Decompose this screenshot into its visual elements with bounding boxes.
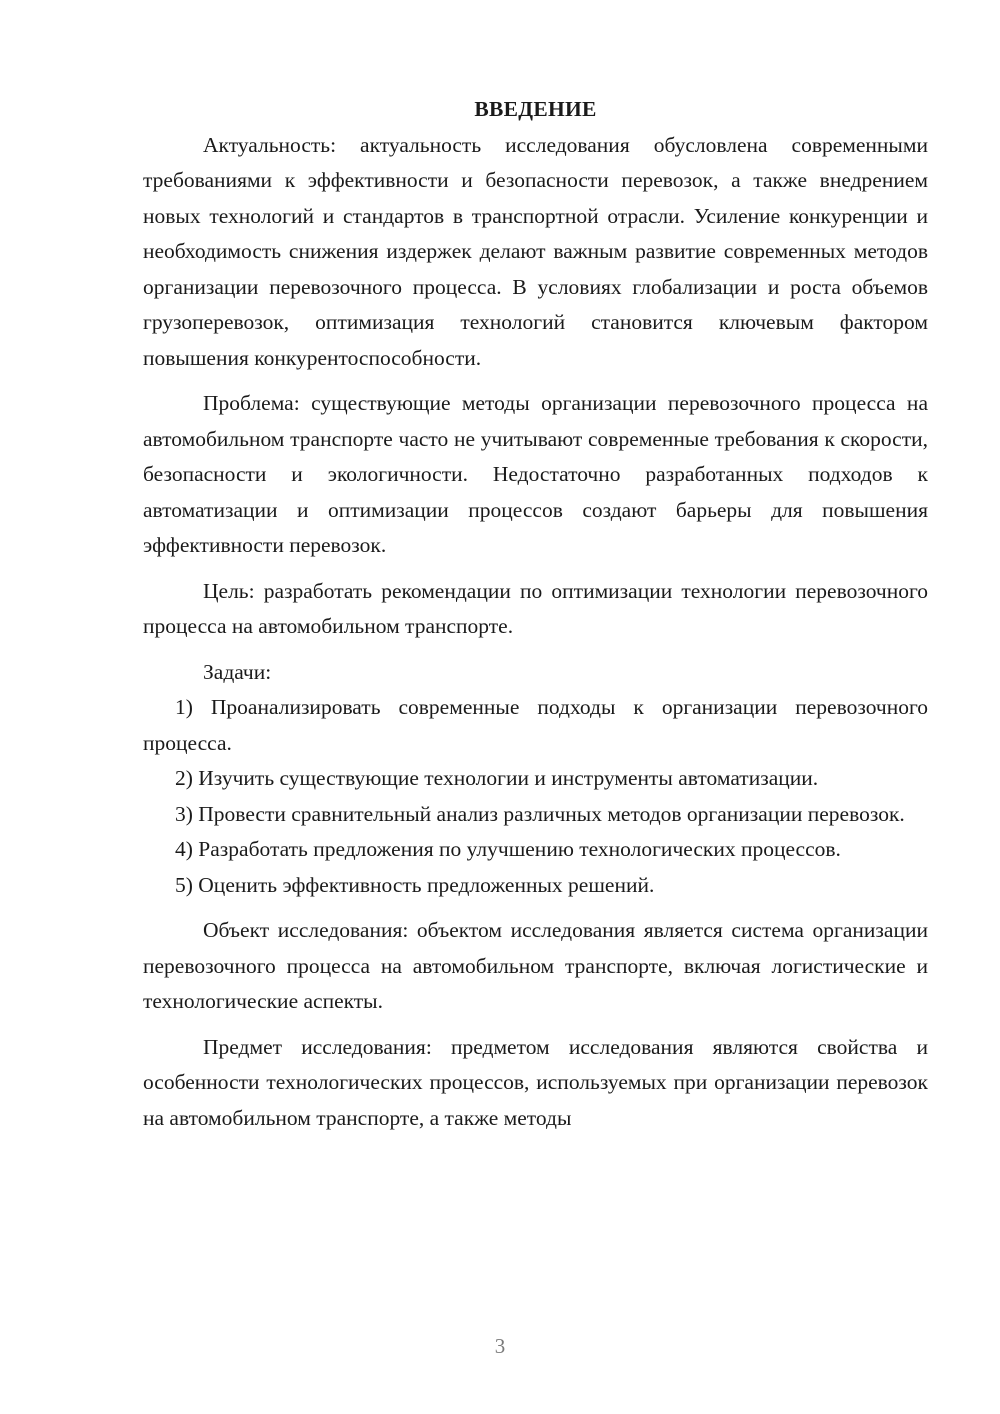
task-item-4: 4) Разработать предложения по улучшению технологических процессов. (175, 837, 841, 861)
paragraph-problem: Проблема: существующие методы организации перевозочного процесса на автомобильном транспорте часто не учитывают современные требования к скорости, безопасности и экологичности. Недостаточно разработанных подходов к автоматизации и оптимизации процессов создают барьеры для повышения эффективности перевозок. (143, 391, 928, 557)
paragraph-tasks-heading: Задачи: (203, 659, 272, 684)
paragraph-object: Объект исследования: объектом исследования является система организации перевозочного процесса на автомобильном транспорте, включая логистические и технологические аспекты. (143, 918, 928, 1013)
paragraph-relevance: Актуальность: актуальность исследования обусловлена современными требованиями к эффективности и безопасности перевозок, а также внедрением новых технологий и стандартов в транспортной отрасли. Усиление конкуренции и необходимость снижения издержек делают важным развитие современных методов организации перевозочного процесса. В условиях глобализации и роста объемов грузоперевозок, оптимизация технологий становится ключевым фактором повышения конкурентоспособности. (143, 132, 928, 370)
page-content (143, 92, 928, 1136)
page-title: ВВЕДЕНИЕ (474, 97, 597, 121)
paragraph-goal: Цель: разработать рекомендации по оптимизации технологии перевозочного процесса на автомобильном транспорте. (143, 578, 928, 638)
task-item-5: 5) Оценить эффективность предложенных решений. (175, 872, 655, 897)
task-item-3: 3) Провести сравнительный анализ различных методов организации перевозок. (175, 801, 905, 826)
page-number: 3 (494, 1334, 506, 1358)
task-item-1: 1) Проанализировать современные подходы к организации перевозочного процесса. (143, 695, 928, 755)
paragraph-subject: Предмет исследования: предметом исследования являются свойства и особенности технологических процессов, используемых при организации перевозок на автомобильном транспорте, а также методы (143, 1034, 928, 1130)
task-item-2: 2) Изучить существующие технологии и инструменты автоматизации. (175, 766, 819, 790)
